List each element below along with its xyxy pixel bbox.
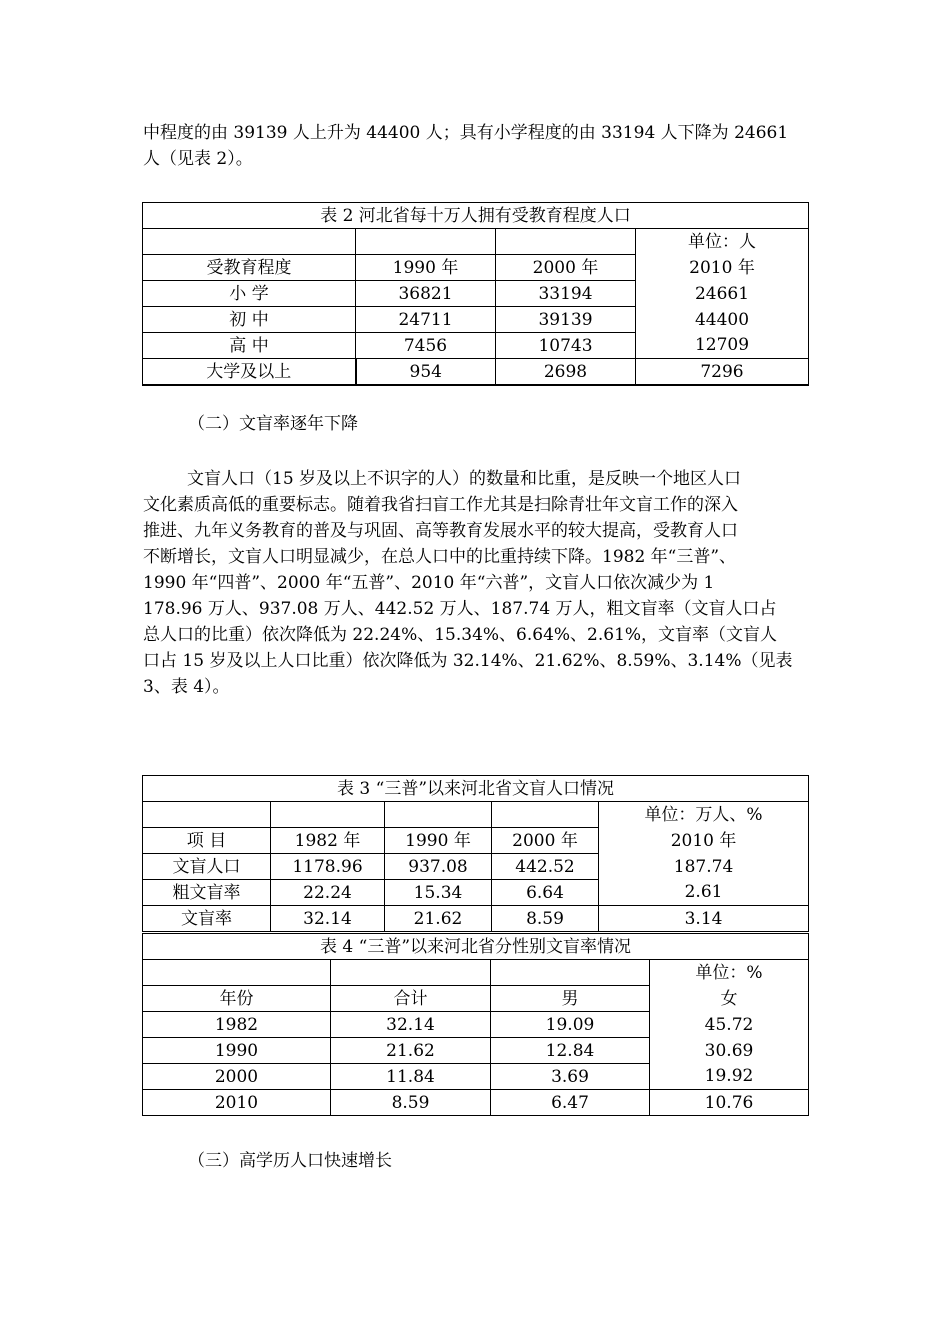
column-header: 年份	[143, 986, 331, 1012]
table-cell: 10743	[496, 333, 636, 359]
table-cell	[143, 229, 356, 255]
table-unit: 单位：%	[650, 960, 809, 986]
table-cell: 32.14	[271, 906, 385, 932]
table-title: 表 2 河北省每十万人拥有受教育程度人口	[143, 203, 809, 229]
table-cell	[356, 229, 496, 255]
row-label: 2000	[143, 1064, 331, 1090]
table-cell: 24711	[356, 307, 496, 333]
table-4	[142, 933, 809, 1116]
table-cell: 30.69	[650, 1038, 809, 1064]
section-paragraph	[143, 466, 811, 700]
table-cell: 45.72	[650, 1012, 809, 1038]
table-cell: 6.64	[492, 880, 599, 906]
column-header: 女	[650, 986, 809, 1012]
column-header: 2010 年	[636, 255, 809, 281]
table-cell	[492, 802, 599, 828]
table-cell: 10.76	[650, 1090, 809, 1116]
table-cell: 15.34	[385, 880, 492, 906]
table-cell: 36821	[356, 281, 496, 307]
table-title: 表 4 “三普”以来河北省分性别文盲率情况	[143, 934, 809, 960]
column-header: 受教育程度	[143, 255, 356, 281]
table-cell: 22.24	[271, 880, 385, 906]
text-line: 人（见表 2）。	[143, 149, 253, 169]
row-label: 2010	[143, 1090, 331, 1116]
table-cell: 7296	[636, 359, 809, 386]
table-cell: 8.59	[331, 1090, 491, 1116]
table-cell: 11.84	[331, 1064, 491, 1090]
table-cell: 2.61	[599, 880, 809, 906]
column-header: 1982 年	[271, 828, 385, 854]
column-header: 2000 年	[492, 828, 599, 854]
row-label: 小 学	[143, 281, 356, 307]
text-line: 3、表 4）。	[143, 677, 230, 697]
table-cell	[331, 960, 491, 986]
table-3	[142, 775, 809, 932]
table-cell: 3.69	[491, 1064, 650, 1090]
column-header: 男	[491, 986, 650, 1012]
section-heading: （三）高学历人口快速增长	[188, 1151, 392, 1171]
table-cell: 12709	[636, 333, 809, 359]
table-cell: 954	[356, 359, 496, 386]
table-cell: 21.62	[385, 906, 492, 932]
table-cell	[385, 802, 492, 828]
row-label: 1990	[143, 1038, 331, 1064]
row-label: 初 中	[143, 307, 356, 333]
text-line: 口占 15 岁及以上人口比重）依次降低为 32.14%、21.62%、8.59%、3.14%（见表	[143, 651, 793, 671]
row-label: 粗文盲率	[143, 880, 271, 906]
row-label: 大学及以上	[143, 359, 356, 386]
table-cell: 3.14	[599, 906, 809, 932]
table-unit: 单位：人	[636, 229, 809, 255]
text-line: 文盲人口（15 岁及以上不识字的人）的数量和比重，是反映一个地区人口	[187, 469, 742, 489]
table-cell: 1178.96	[271, 854, 385, 880]
column-header: 项 目	[143, 828, 271, 854]
column-header: 2000 年	[496, 255, 636, 281]
text-line: 推进、九年义务教育的普及与巩固、高等教育发展水平的较大提高，受教育人口	[143, 521, 738, 541]
section-heading: （二）文盲率逐年下降	[188, 414, 358, 434]
table-cell: 19.92	[650, 1064, 809, 1090]
row-label: 高 中	[143, 333, 356, 359]
table-2	[142, 202, 809, 386]
table-unit: 单位：万人、%	[599, 802, 809, 828]
table-cell: 33194	[496, 281, 636, 307]
table-cell: 187.74	[599, 854, 809, 880]
table-cell: 8.59	[492, 906, 599, 932]
row-label: 文盲率	[143, 906, 271, 932]
table-cell: 442.52	[492, 854, 599, 880]
text-line: 178.96 万人、937.08 万人、442.52 万人、187.74 万人，粗文盲率（文盲人口占	[143, 599, 777, 619]
column-header: 1990 年	[385, 828, 492, 854]
text-line: 不断增长，文盲人口明显减少，在总人口中的比重持续下降。1982 年“三普”、	[143, 547, 737, 567]
table-cell: 21.62	[331, 1038, 491, 1064]
table-cell: 6.47	[491, 1090, 650, 1116]
table-cell: 24661	[636, 281, 809, 307]
table-cell	[143, 802, 271, 828]
text-line: 总人口的比重）依次降低为 22.24%、15.34%、6.64%、2.61%，文盲率（文盲人	[143, 625, 778, 645]
table-cell: 7456	[356, 333, 496, 359]
column-header: 合计	[331, 986, 491, 1012]
column-header: 2010 年	[599, 828, 809, 854]
text-line: 文化素质高低的重要标志。随着我省扫盲工作尤其是扫除青壮年文盲工作的深入	[143, 495, 738, 515]
text-line: 1990 年“四普”、2000 年“五普”、2010 年“六普”，文盲人口依次减少为 1	[143, 573, 715, 593]
table-cell: 32.14	[331, 1012, 491, 1038]
table-cell: 12.84	[491, 1038, 650, 1064]
intro-paragraph	[143, 120, 811, 172]
table-cell	[491, 960, 650, 986]
table-cell	[271, 802, 385, 828]
table-cell: 2698	[496, 359, 636, 386]
text-line: 中程度的由 39139 人上升为 44400 人；具有小学程度的由 33194 人下降为 24661	[143, 123, 789, 143]
table-cell: 937.08	[385, 854, 492, 880]
table-cell: 44400	[636, 307, 809, 333]
table-cell: 19.09	[491, 1012, 650, 1038]
table-cell	[143, 960, 331, 986]
row-label: 文盲人口	[143, 854, 271, 880]
row-label: 1982	[143, 1012, 331, 1038]
table-title: 表 3 “三普”以来河北省文盲人口情况	[143, 776, 809, 802]
table-cell	[496, 229, 636, 255]
column-header: 1990 年	[356, 255, 496, 281]
table-cell: 39139	[496, 307, 636, 333]
